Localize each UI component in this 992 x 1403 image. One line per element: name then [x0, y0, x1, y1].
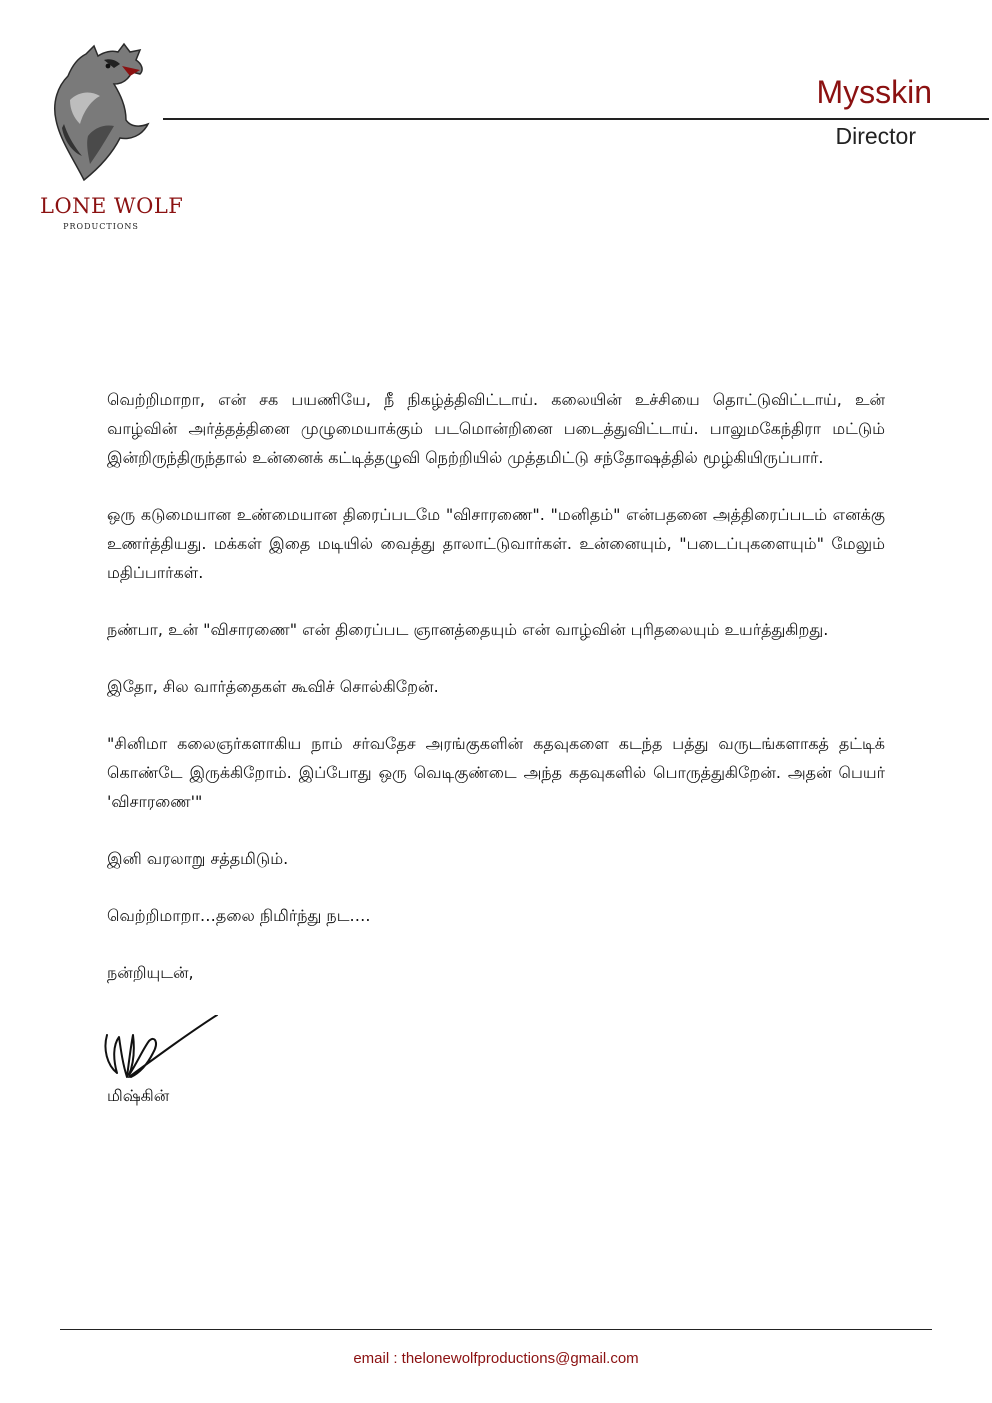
paragraph: இதோ, சில வார்த்தைகள் கூவிச் சொல்கிறேன். [107, 677, 439, 696]
paragraph: வெற்றிமாறா…தலை நிமிர்ந்து நட…. [107, 906, 371, 925]
letterhead-title: Director [835, 123, 916, 149]
header-divider [163, 118, 989, 120]
lone-wolf-logo [40, 40, 184, 240]
letter-closing: நன்றியுடன், [107, 963, 194, 982]
letterhead-name: Mysskin [816, 74, 932, 110]
signature-name: மிஷ்கின் [107, 1086, 170, 1105]
letter-body [107, 385, 885, 1110]
handwritten-signature [99, 1015, 239, 1085]
paragraph: இனி வரலாறு சத்தமிடும். [107, 849, 289, 868]
footer-divider [60, 1329, 932, 1330]
paragraph: வெற்றிமாறா, என் சக பயணியே, நீ நிகழ்த்திவிட்டாய். கலையின் உச்சியை தொட்டுவிட்டாய், உன் வாழ்வின் அர்த்தத்தினை முழுமையாக்கும் படமொன்றினை படைத்துவிட்டாய். பாலுமகேந்திரா மட்டும் இன்றிருந்திருந்தால் உன்னைக் கட்டித்தழுவி நெற்றியில் முத்தமிட்டு சந்தோஷத்தில் மூழ்கியிருப்பார். [107, 390, 885, 467]
paragraph: ஒரு கடுமையான உண்மையான திரைப்படமே "விசாரணை". "மனிதம்" என்பதனை அத்திரைப்படம் எனக்கு உணர்த்தியது. மக்கள் இதை மடியில் வைத்து தாலாட்டுவார்கள். உன்னையும், "படைப்புகளையும்" மேலும் மதிப்பார்கள். [107, 505, 885, 582]
footer-email[interactable]: email : thelonewolfproductions@gmail.com [353, 1350, 639, 1367]
wolf-logo-icon [44, 40, 159, 190]
paragraph: நண்பா, உன் "விசாரணை" என் திரைப்பட ஞானத்தையும் என் வாழ்வின் புரிதலையும் உயர்த்துகிறது. [107, 620, 829, 639]
paragraph: "சினிமா கலைஞர்களாகிய நாம் சர்வதேச அரங்குகளின் கதவுகளை கடந்த பத்து வருடங்களாகத் தட்டிக் கொண்டே இருக்கிறோம். இப்போது ஒரு வெடிகுண்டை அந்த கதவுகளில் பொருத்துகிறேன். அதன் பெயர் 'விசாரணை'" [107, 734, 885, 811]
logo-brand-name: LONE WOLF [40, 194, 184, 218]
logo-brand-sub: PRODUCTIONS [63, 222, 139, 231]
